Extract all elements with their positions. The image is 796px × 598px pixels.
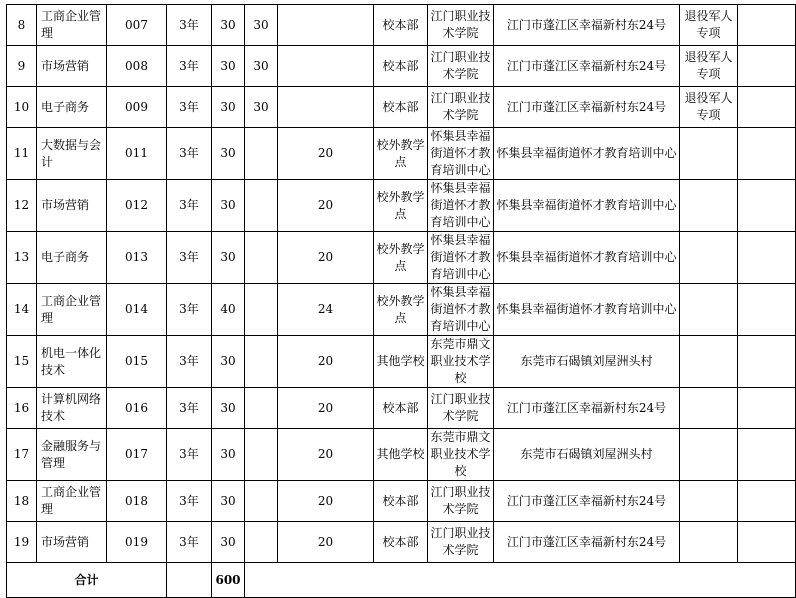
- table-row: [7, 232, 796, 284]
- table-row: [7, 128, 796, 180]
- major-code: 011: [107, 128, 167, 180]
- planned-quota: 30: [212, 232, 245, 284]
- site-type: 其他学校: [374, 429, 428, 481]
- program-years: 3年: [167, 388, 212, 429]
- school-name: 怀集县幸福街道怀才教育培训中心: [428, 284, 494, 336]
- school-name: 江门职业技术学院: [428, 46, 494, 87]
- major-code: 016: [107, 388, 167, 429]
- extra-cell: [738, 232, 796, 284]
- site-type: 其他学校: [374, 336, 428, 388]
- planned-quota: 30: [212, 46, 245, 87]
- table-row: [7, 429, 796, 481]
- major-code: 015: [107, 336, 167, 388]
- major-code: 009: [107, 87, 167, 128]
- extra-cell: [738, 429, 796, 481]
- quota-b: [278, 87, 374, 128]
- school-name: 怀集县幸福街道怀才教育培训中心: [428, 232, 494, 284]
- quota-b: 20: [278, 481, 374, 522]
- major-code: 019: [107, 522, 167, 563]
- table-row: [7, 5, 796, 46]
- program-years: 3年: [167, 46, 212, 87]
- site-type: 校本部: [374, 481, 428, 522]
- remark: [680, 284, 738, 336]
- row-number: 9: [7, 46, 37, 87]
- site-type: 校本部: [374, 46, 428, 87]
- remark: [680, 232, 738, 284]
- extra-cell: [738, 87, 796, 128]
- remark: 退役军人专项: [680, 46, 738, 87]
- program-years: 3年: [167, 232, 212, 284]
- program-years: 3年: [167, 522, 212, 563]
- school-address: 怀集县幸福街道怀才教育培训中心: [494, 284, 680, 336]
- quota-a: 30: [245, 5, 278, 46]
- extra-cell: [738, 46, 796, 87]
- remark: [680, 180, 738, 232]
- major-name: 工商企业管理: [37, 481, 107, 522]
- table-row: [7, 336, 796, 388]
- school-address: 东莞市石碣镇刘屋洲头村: [494, 429, 680, 481]
- quota-b: 20: [278, 232, 374, 284]
- table-row: [7, 46, 796, 87]
- quota-b: 20: [278, 180, 374, 232]
- extra-cell: [738, 5, 796, 46]
- major-name: 机电一体化技术: [37, 336, 107, 388]
- extra-cell: [738, 128, 796, 180]
- planned-quota: 30: [212, 522, 245, 563]
- school-address: 东莞市石碣镇刘屋洲头村: [494, 336, 680, 388]
- quota-a: [245, 232, 278, 284]
- extra-cell: [738, 336, 796, 388]
- remark: 退役军人专项: [680, 5, 738, 46]
- major-code: 013: [107, 232, 167, 284]
- quota-a: [245, 429, 278, 481]
- school-name: 江门职业技术学院: [428, 388, 494, 429]
- quota-a: 30: [245, 46, 278, 87]
- planned-quota: 30: [212, 87, 245, 128]
- table-row: [7, 522, 796, 563]
- row-number: 13: [7, 232, 37, 284]
- total-value: 600: [212, 563, 245, 598]
- program-years: 3年: [167, 180, 212, 232]
- school-name: 江门职业技术学院: [428, 5, 494, 46]
- school-name: 怀集县幸福街道怀才教育培训中心: [428, 128, 494, 180]
- table-row: [7, 388, 796, 429]
- major-name: 计算机网络技术: [37, 388, 107, 429]
- total-row: [7, 563, 796, 598]
- row-number: 18: [7, 481, 37, 522]
- quota-a: [245, 388, 278, 429]
- total-label: 合计: [7, 563, 167, 598]
- school-address: 怀集县幸福街道怀才教育培训中心: [494, 180, 680, 232]
- planned-quota: 30: [212, 5, 245, 46]
- remark: 退役军人专项: [680, 87, 738, 128]
- major-code: 007: [107, 5, 167, 46]
- major-code: 017: [107, 429, 167, 481]
- school-address: 江门市蓬江区幸福新村东24号: [494, 481, 680, 522]
- school-name: 东莞市鼎文职业技术学校: [428, 429, 494, 481]
- row-number: 11: [7, 128, 37, 180]
- row-number: 10: [7, 87, 37, 128]
- row-number: 8: [7, 5, 37, 46]
- planned-quota: 30: [212, 128, 245, 180]
- major-name: 市场营销: [37, 180, 107, 232]
- site-type: 校本部: [374, 87, 428, 128]
- school-address: 怀集县幸福街道怀才教育培训中心: [494, 128, 680, 180]
- major-name: 工商企业管理: [37, 5, 107, 46]
- major-name: 工商企业管理: [37, 284, 107, 336]
- school-address: 江门市蓬江区幸福新村东24号: [494, 522, 680, 563]
- planned-quota: 40: [212, 284, 245, 336]
- quota-b: 20: [278, 522, 374, 563]
- program-years: 3年: [167, 128, 212, 180]
- table-body: [7, 5, 796, 563]
- total-spacer: [167, 563, 212, 598]
- program-years: 3年: [167, 336, 212, 388]
- row-number: 17: [7, 429, 37, 481]
- row-number: 14: [7, 284, 37, 336]
- quota-b: 20: [278, 128, 374, 180]
- planned-quota: 30: [212, 429, 245, 481]
- enrollment-table: [6, 4, 796, 598]
- quota-b: [278, 5, 374, 46]
- quota-b: 20: [278, 336, 374, 388]
- major-name: 市场营销: [37, 522, 107, 563]
- program-years: 3年: [167, 5, 212, 46]
- remark: [680, 388, 738, 429]
- table-row: [7, 87, 796, 128]
- extra-cell: [738, 388, 796, 429]
- major-name: 金融服务与管理: [37, 429, 107, 481]
- major-code: 008: [107, 46, 167, 87]
- row-number: 15: [7, 336, 37, 388]
- remark: [680, 429, 738, 481]
- quota-b: [278, 46, 374, 87]
- program-years: 3年: [167, 284, 212, 336]
- major-code: 014: [107, 284, 167, 336]
- program-years: 3年: [167, 429, 212, 481]
- site-type: 校外教学点: [374, 128, 428, 180]
- quota-b: 20: [278, 388, 374, 429]
- quota-b: 20: [278, 429, 374, 481]
- quota-a: 30: [245, 87, 278, 128]
- site-type: 校外教学点: [374, 232, 428, 284]
- major-name: 市场营销: [37, 46, 107, 87]
- major-code: 012: [107, 180, 167, 232]
- school-name: 江门职业技术学院: [428, 481, 494, 522]
- row-number: 16: [7, 388, 37, 429]
- major-code: 018: [107, 481, 167, 522]
- quota-a: [245, 481, 278, 522]
- remark: [680, 522, 738, 563]
- school-address: 江门市蓬江区幸福新村东24号: [494, 46, 680, 87]
- extra-cell: [738, 180, 796, 232]
- quota-a: [245, 180, 278, 232]
- site-type: 校本部: [374, 522, 428, 563]
- remark: [680, 481, 738, 522]
- major-name: 电子商务: [37, 232, 107, 284]
- quota-a: [245, 336, 278, 388]
- site-type: 校外教学点: [374, 284, 428, 336]
- site-type: 校本部: [374, 388, 428, 429]
- major-name: 大数据与会计: [37, 128, 107, 180]
- extra-cell: [738, 481, 796, 522]
- school-name: 江门职业技术学院: [428, 87, 494, 128]
- quota-a: [245, 522, 278, 563]
- table-row: [7, 180, 796, 232]
- planned-quota: 30: [212, 180, 245, 232]
- school-address: 怀集县幸福街道怀才教育培训中心: [494, 232, 680, 284]
- planned-quota: 30: [212, 336, 245, 388]
- row-number: 12: [7, 180, 37, 232]
- planned-quota: 30: [212, 388, 245, 429]
- extra-cell: [738, 284, 796, 336]
- extra-cell: [738, 522, 796, 563]
- major-name: 电子商务: [37, 87, 107, 128]
- quota-a: [245, 128, 278, 180]
- program-years: 3年: [167, 481, 212, 522]
- table-row: [7, 481, 796, 522]
- school-address: 江门市蓬江区幸福新村东24号: [494, 5, 680, 46]
- school-address: 江门市蓬江区幸福新村东24号: [494, 87, 680, 128]
- remark: [680, 336, 738, 388]
- site-type: 校外教学点: [374, 180, 428, 232]
- remark: [680, 128, 738, 180]
- site-type: 校本部: [374, 5, 428, 46]
- school-name: 东莞市鼎文职业技术学校: [428, 336, 494, 388]
- table-row: [7, 284, 796, 336]
- total-empty: [245, 563, 796, 598]
- school-address: 江门市蓬江区幸福新村东24号: [494, 388, 680, 429]
- row-number: 19: [7, 522, 37, 563]
- quota-b: 24: [278, 284, 374, 336]
- school-name: 江门职业技术学院: [428, 522, 494, 563]
- school-name: 怀集县幸福街道怀才教育培训中心: [428, 180, 494, 232]
- program-years: 3年: [167, 87, 212, 128]
- planned-quota: 30: [212, 481, 245, 522]
- quota-a: [245, 284, 278, 336]
